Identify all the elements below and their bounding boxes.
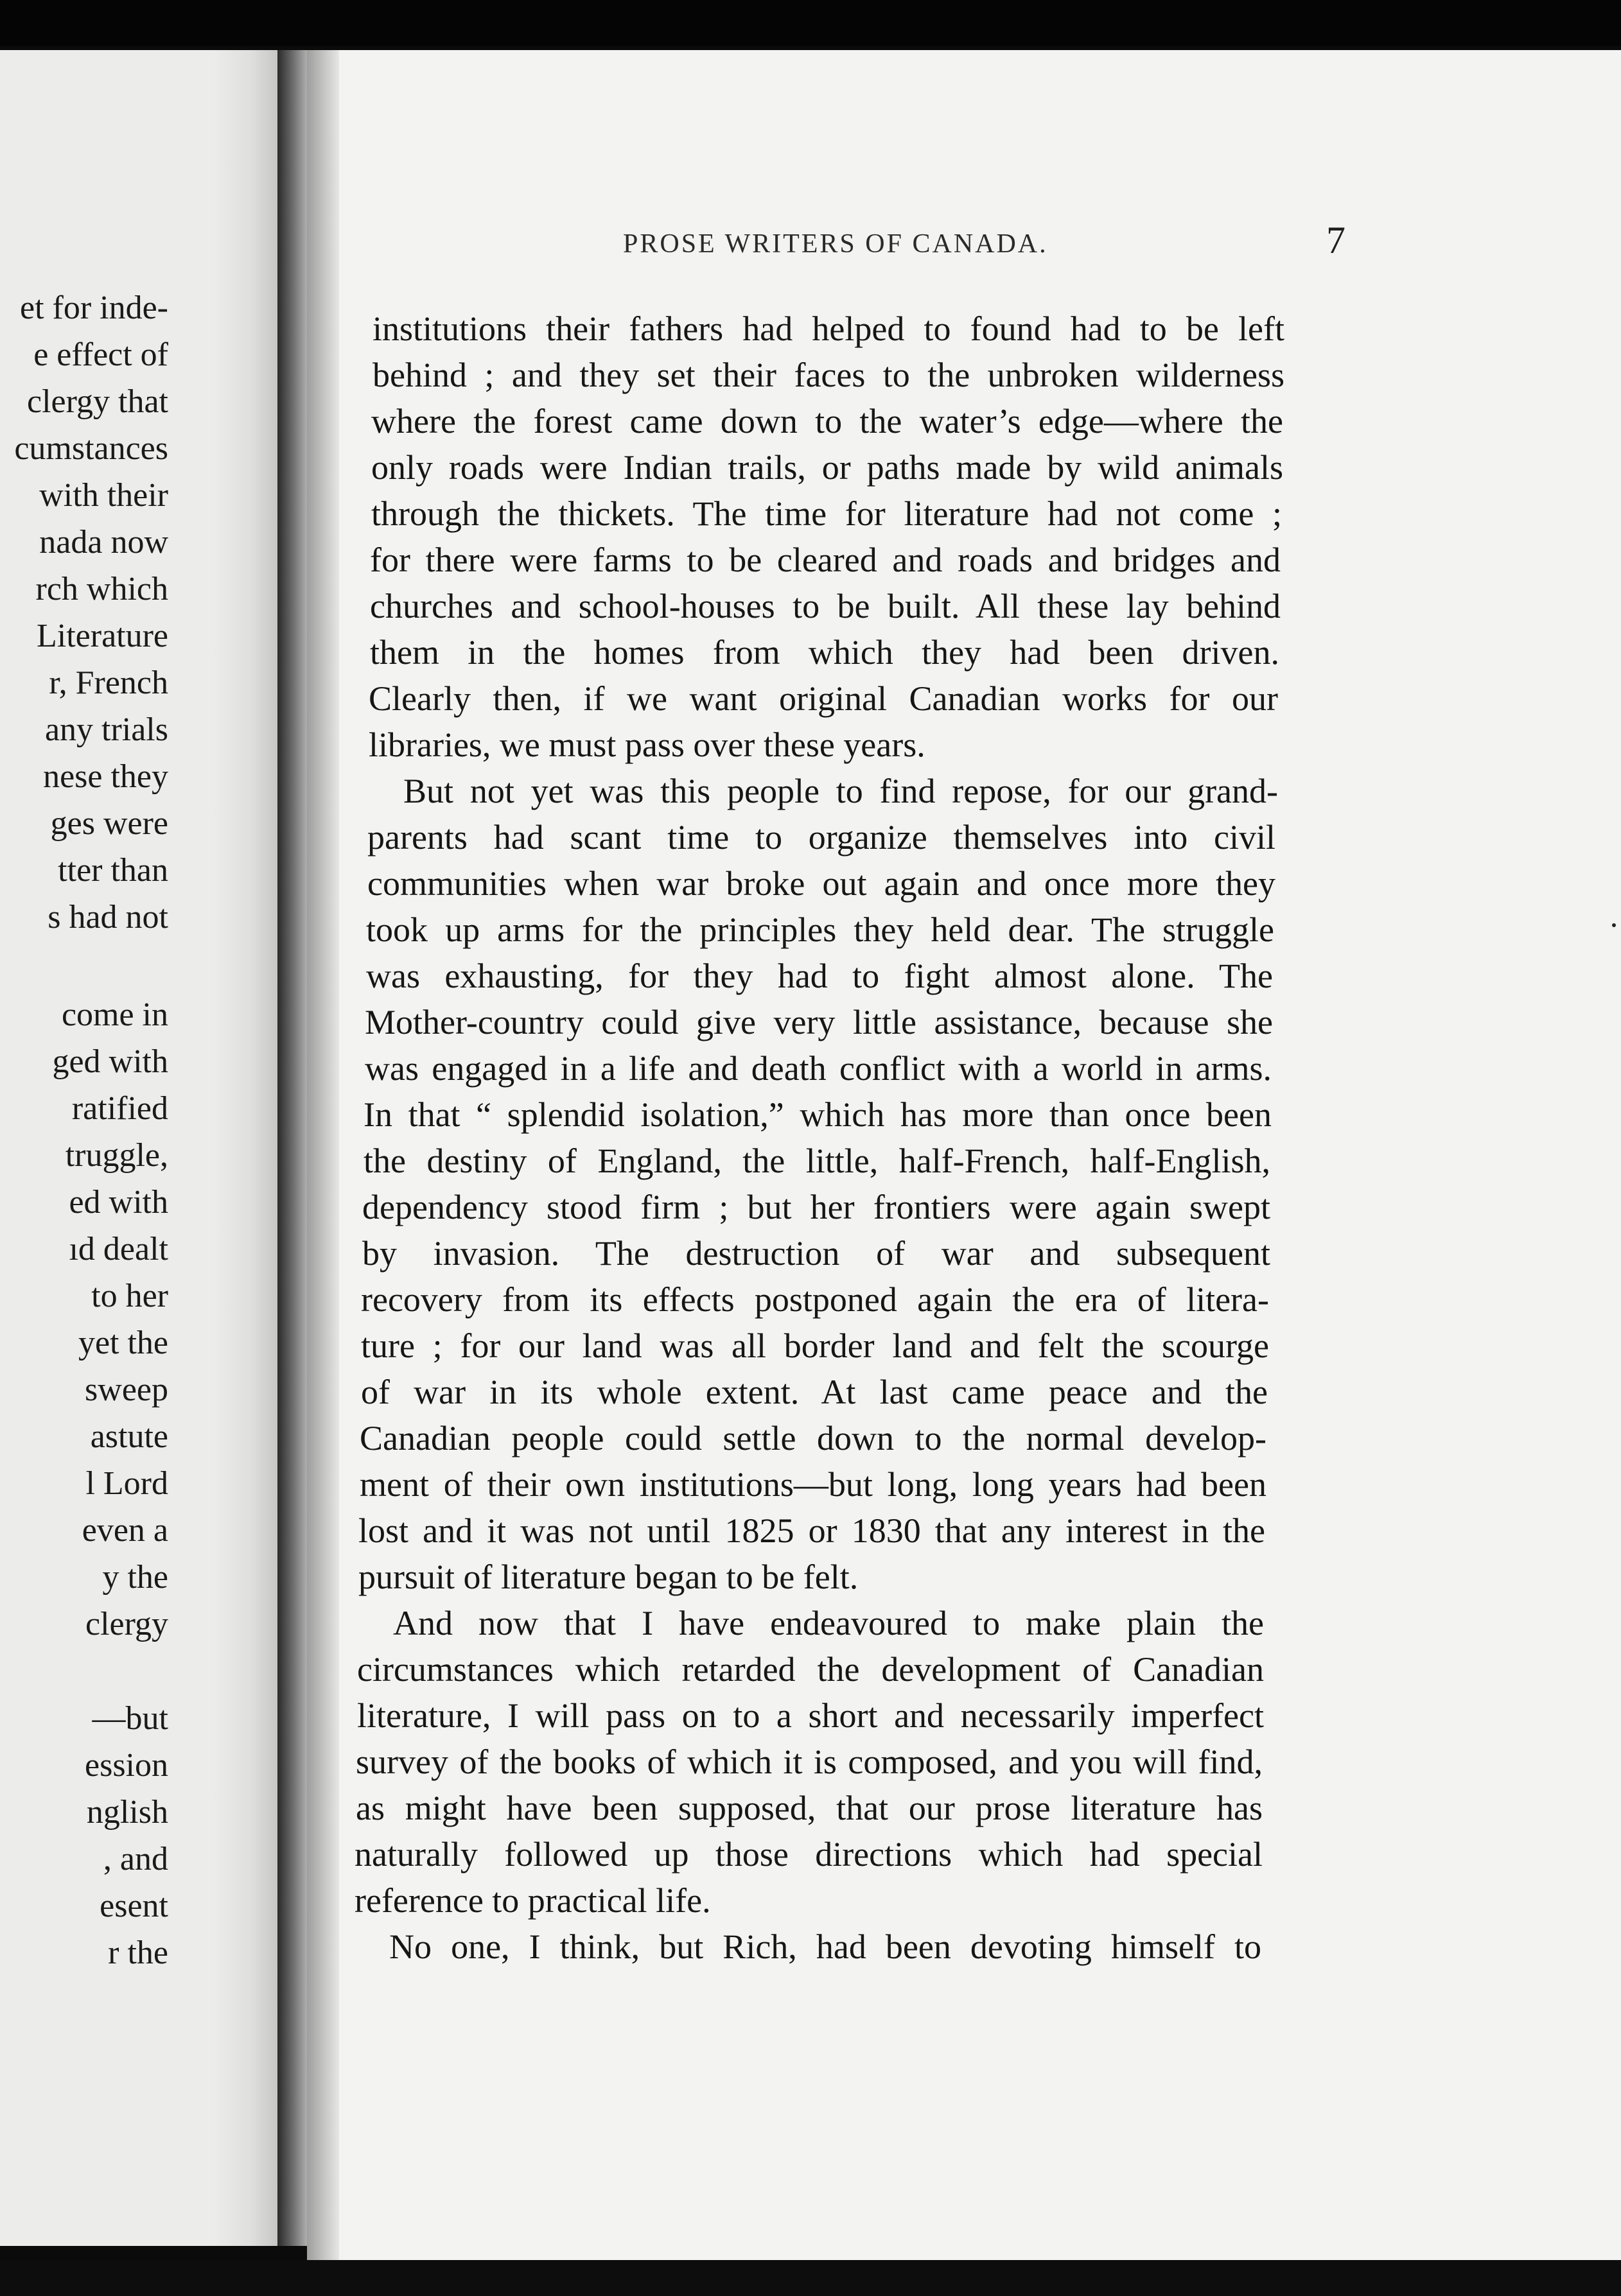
left-page-line: ged with (52, 1043, 168, 1080)
text-line: Mother-country could give very little assistance, because she (365, 1003, 1273, 1041)
text-line: of war in its whole extent. At last came peace and the (361, 1373, 1268, 1411)
text-line: No one, I think, but Rich, had been devoting himself to (389, 1927, 1261, 1966)
left-page-line: nada now (39, 524, 168, 561)
text-line: Clearly then, if we want original Canadian works for our (369, 679, 1278, 718)
text-line: And now that I have endeavoured to make plain the (393, 1604, 1264, 1642)
scan-bottom-border (0, 2260, 1621, 2296)
text-line: parents had scant time to organize themselves into civil (367, 818, 1275, 857)
left-page-line: clergy that (27, 383, 168, 420)
text-line: pursuit of literature began to be felt. (358, 1558, 859, 1596)
text-line: dependency stood firm ; but her frontiers were again swept (362, 1188, 1270, 1226)
text-line: through the thickets. The time for literature had not come ; (371, 494, 1282, 533)
text-line: ment of their own institutions—but long, long years had been (360, 1465, 1266, 1504)
text-line: lost and it was not until 1825 or 1830 that any interest in the (358, 1511, 1265, 1550)
left-page-line: cumstances (14, 430, 168, 467)
text-line: circumstances which retarded the development of Canadian (357, 1650, 1264, 1689)
left-page-line: come in (61, 996, 168, 1033)
left-page-line: y the (102, 1559, 168, 1596)
running-head: PROSE WRITERS OF CANADA. (623, 229, 1048, 259)
left-page-line: esent (100, 1888, 168, 1924)
text-line: behind ; and they set their faces to the unbroken wilderness (372, 356, 1284, 394)
text-line: survey of the books of which it is composed, and you will find, (356, 1743, 1263, 1781)
left-facing-page (0, 50, 277, 2246)
left-page-line: ed with (69, 1184, 168, 1221)
gutter-shadow (307, 50, 339, 2260)
text-line: ture ; for our land was all border land and felt the scourge (361, 1326, 1269, 1365)
left-page-line: yet the (78, 1325, 168, 1361)
left-page-line: to her (91, 1278, 168, 1314)
left-page-line: s had not (48, 899, 168, 935)
text-line: as might have been supposed, that our prose literature has (356, 1789, 1263, 1827)
left-page-line: astute (90, 1418, 168, 1455)
left-page-line: nese they (43, 758, 168, 795)
page-number: 7 (1326, 219, 1345, 261)
left-page-line: truggle, (65, 1137, 168, 1174)
text-line: was exhausting, for they had to fight almost alone. The (366, 957, 1273, 995)
left-page-line: , and (103, 1841, 168, 1877)
text-line: churches and school-houses to be built. All these lay behind (370, 587, 1281, 625)
left-page-line: tter than (58, 852, 168, 889)
text-line: took up arms for the principles they held dear. The struggle (366, 910, 1274, 949)
text-line: only roads were Indian trails, or paths made by wild animals (371, 448, 1283, 487)
left-page-line: —but (92, 1700, 168, 1737)
left-page-line: et for inde- (19, 290, 168, 326)
scan-speck (1612, 923, 1616, 927)
left-page-line: e effect of (33, 336, 168, 373)
left-page-line: even a (82, 1512, 168, 1549)
left-page-line: clergy (85, 1606, 168, 1642)
text-line: communities when war broke out again and once more they (367, 864, 1275, 903)
scan-top-border (0, 0, 1621, 46)
text-line: them in the homes from which they had been driven. (370, 633, 1279, 672)
left-page-line: rch which (35, 571, 168, 607)
left-page-line: ession (85, 1747, 168, 1784)
text-line: But not yet was this people to find repose, for our grand- (403, 772, 1278, 810)
text-line: was engaged in a life and death conflict with a world in arms. (365, 1049, 1272, 1088)
left-page-line: r, French (49, 665, 168, 701)
left-page-edge-shadow (213, 50, 277, 2246)
left-page-line: ıd dealt (69, 1231, 168, 1267)
text-line: where the forest came down to the water’s edge—where the (371, 402, 1283, 440)
right-page (307, 50, 1621, 2260)
text-line: Canadian people could settle down to the normal develop- (360, 1419, 1266, 1457)
text-line: the destiny of England, the little, half-French, half-English, (364, 1142, 1270, 1180)
left-page-line: r the (108, 1935, 168, 1971)
left-page-line: with their (39, 477, 168, 514)
text-line: literature, I will pass on to a short and necessarily imperfect (357, 1696, 1264, 1735)
text-line: institutions their fathers had helped to found had to be left (372, 309, 1284, 348)
left-page-line: nglish (86, 1794, 168, 1831)
left-page-line: Literature (37, 618, 168, 654)
text-line: for there were farms to be cleared and roads and bridges and (370, 541, 1281, 579)
left-page-line: ratified (71, 1090, 168, 1127)
text-line: In that “ splendid isolation,” which has more than once been (364, 1095, 1272, 1134)
text-line: recovery from its effects postponed again the era of litera- (361, 1280, 1269, 1319)
text-line: reference to practical life. (355, 1881, 711, 1920)
left-page-line: l Lord (85, 1465, 168, 1502)
text-line: by invasion. The destruction of war and subsequent (362, 1234, 1270, 1273)
left-page-line: ges were (50, 805, 168, 842)
left-page-line: sweep (85, 1371, 168, 1408)
left-page-line: any trials (44, 711, 168, 748)
text-line: libraries, we must pass over these years. (369, 726, 925, 764)
text-line: naturally followed up those directions which had special (355, 1835, 1263, 1874)
